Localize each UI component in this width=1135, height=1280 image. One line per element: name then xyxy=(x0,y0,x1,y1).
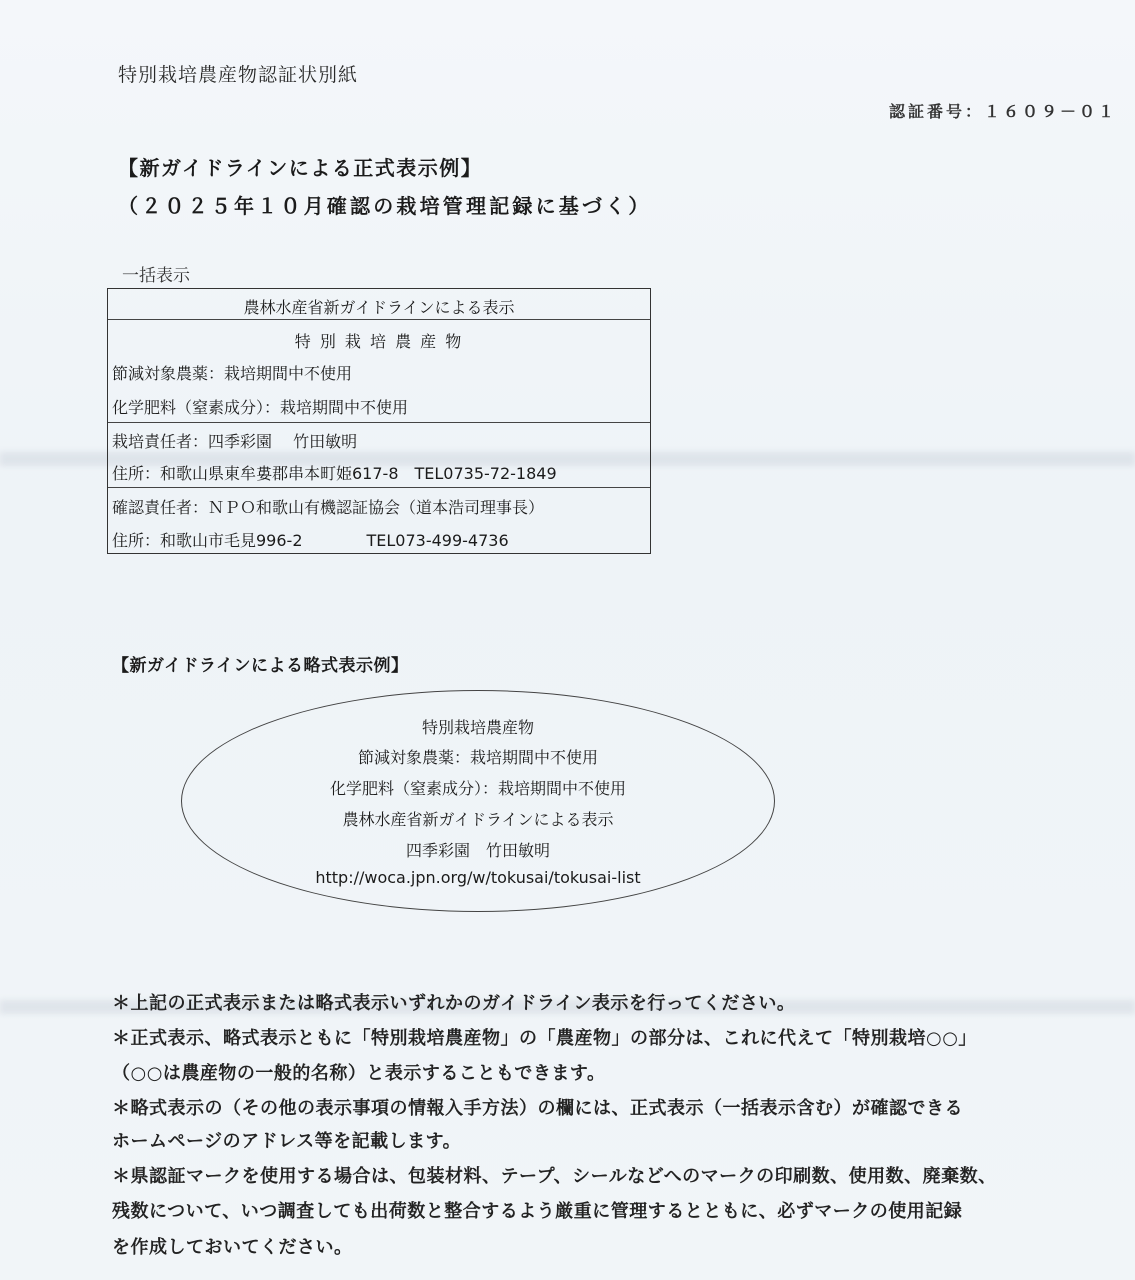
label-verifier: 確認責任者：ＮＰＯ和歌山有機認証協会（道本浩司理事長） xyxy=(112,498,545,517)
label-pesticide: 節減対象農薬：栽培期間中不使用 xyxy=(112,364,353,383)
oval-product: 特別栽培農産物 xyxy=(421,718,534,737)
note-line: ＊上記の正式表示または略式表示いずれかのガイドライン表示を行ってください。 xyxy=(112,993,796,1014)
oval-fertilizer: 化学肥料（窒素成分）：栽培期間中不使用 xyxy=(329,779,626,798)
oval-pesticide: 節減対象農薬：栽培期間中不使用 xyxy=(357,748,598,767)
bulk-display-label: 一括表示 xyxy=(122,266,190,286)
record-basis-heading: （２０２５年１０月確認の栽培管理記録に基づく） xyxy=(118,194,652,218)
formal-label-box xyxy=(107,288,651,554)
label-grower: 栽培責任者：四季彩園 竹田敏明 xyxy=(112,432,358,451)
note-line: を作成しておいてください。 xyxy=(112,1237,353,1258)
note-line: ＊県認証マークを使用する場合は、包装材料、テープ、シールなどへのマークの印刷数、使用数、廃棄数、 xyxy=(112,1166,997,1187)
label-verifier-address: 住所：和歌山市毛見996-2 TEL073-499-4736 xyxy=(112,531,509,550)
short-label-oval xyxy=(181,690,775,912)
note-line: ホームページのアドレス等を記載します。 xyxy=(112,1131,462,1152)
label-divider xyxy=(108,319,650,320)
note-line: ＊略式表示の（その他の表示事項の情報入手方法）の欄には、正式表示（一括表示含む）が確認できる xyxy=(112,1098,963,1119)
label-fertilizer: 化学肥料（窒素成分）：栽培期間中不使用 xyxy=(112,398,409,417)
label-product: 特 別 栽 培 農 産 物 xyxy=(294,332,464,351)
note-line: ＊正式表示、略式表示ともに「特別栽培農産物」の「農産物」の部分は、これに代えて「特別栽培○○」 xyxy=(112,1028,977,1049)
short-display-heading: 【新ガイドラインによる略式表示例】 xyxy=(112,656,409,676)
formal-display-heading: 【新ガイドラインによる正式表示例】 xyxy=(118,156,483,180)
note-line: 残数について、いつ調査しても出荷数と整合するよう厳重に管理するとともに、必ずマークの使用記録 xyxy=(112,1201,963,1222)
oval-guideline: 農林水産省新ガイドラインによる表示 xyxy=(342,810,614,829)
certification-number: 認証番号：１６０９－０１ xyxy=(888,102,1117,121)
document-title: 特別栽培農産物認証状別紙 xyxy=(118,64,359,86)
oval-url: http://woca.jpn.org/w/tokusai/tokusai-list xyxy=(315,868,641,887)
label-grower-address: 住所：和歌山県東牟婁郡串本町姫617-8 TEL0735-72-1849 xyxy=(112,464,557,483)
note-line: （○○は農産物の一般的名称）と表示することもできます。 xyxy=(112,1063,606,1084)
oval-grower: 四季彩園 竹田敏明 xyxy=(405,841,550,860)
label-header: 農林水産省新ガイドラインによる表示 xyxy=(243,298,515,317)
label-divider xyxy=(108,487,650,488)
label-divider xyxy=(108,422,650,423)
